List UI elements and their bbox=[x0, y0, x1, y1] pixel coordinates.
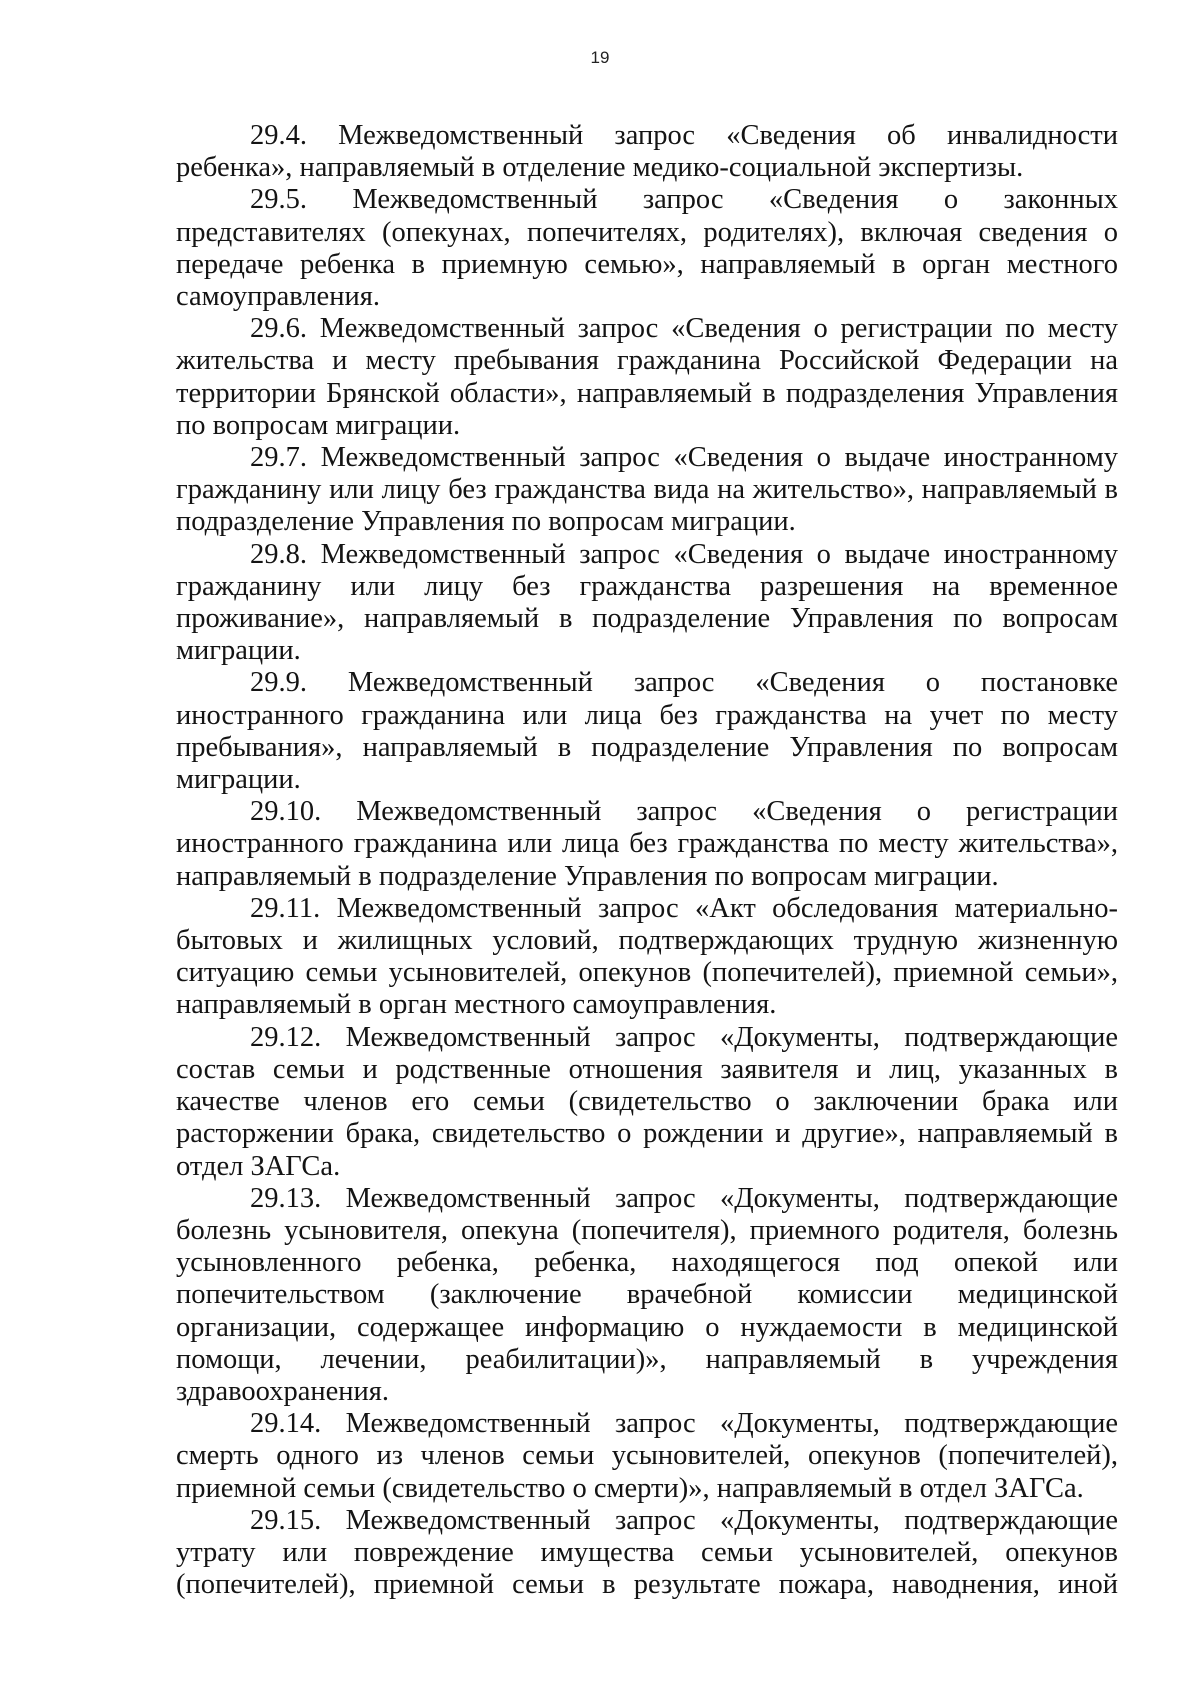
paragraph-29-15: 29.15. Межведомственный запрос «Документы, подтверждающие утрату или повреждение имущества семьи усыновителей, опекунов (попечителей), приемной семьи в результате пожара, наводнения, иной bbox=[176, 1504, 1118, 1601]
paragraph-29-12: 29.12. Межведомственный запрос «Документы, подтверждающие состав семьи и родственные отношения заявителя и лиц, указанных в качестве членов его семьи (свидетельство о заключении брака или расторжении брака, свидетельство о рождении и другие», направляемый в отдел ЗАГСа. bbox=[176, 1021, 1118, 1182]
paragraph-29-11: 29.11. Межведомственный запрос «Акт обследования материально-бытовых и жилищных условий, подтверждающих трудную жизненную ситуацию семьи усыновителей, опекунов (попечителей), приемной семьи», направляемый в орган местного самоуправления. bbox=[176, 892, 1118, 1021]
paragraph-29-6: 29.6. Межведомственный запрос «Сведения о регистрации по месту жительства и месту пребывания гражданина Российской Федерации на территории Брянской области», направляемый в подразделения Управления по вопросам миграции. bbox=[176, 313, 1118, 441]
paragraph-29-14: 29.14. Межведомственный запрос «Документы, подтверждающие смерть одного из членов семьи усыновителей, опекунов (попечителей), приемной семьи (свидетельство о смерти)», направляемый в отдел ЗАГСа. bbox=[176, 1408, 1118, 1504]
page-number: 19 bbox=[590, 48, 610, 67]
paragraph-29-4: 29.4. Межведомственный запрос «Сведения об инвалидности ребенка», направляемый в отделение медико-социальной экспертизы. bbox=[176, 120, 1118, 184]
paragraph-29-9: 29.9. Межведомственный запрос «Сведения о постановке иностранного гражданина или лица без гражданства на учет по месту пребывания», направляемый в подразделение Управления по вопросам миграции. bbox=[176, 667, 1118, 796]
paragraph-29-13: 29.13. Межведомственный запрос «Документы, подтверждающие болезнь усыновителя, опекуна (попечителя), приемного родителя, болезнь усыновленного ребенка, ребенка, находящегося под опекой или попечительством (заключение врачебной комиссии медицинской организации, содержащее информацию о нуждаемости в медицинской помощи, лечении, реабилитации)», направляемый в учреждения здравоохранения. bbox=[176, 1182, 1118, 1407]
paragraph-29-7: 29.7. Межведомственный запрос «Сведения о выдаче иностранному гражданину или лицу без гражданства вида на жительство», направляемый в подразделение Управления по вопросам миграции. bbox=[176, 442, 1118, 538]
document-body bbox=[176, 120, 1118, 1601]
paragraph-29-8: 29.8. Межведомственный запрос «Сведения о выдаче иностранному гражданину или лицу без гражданства разрешения на временное проживание», направляемый в подразделение Управления по вопросам миграции. bbox=[176, 538, 1118, 667]
paragraph-29-5: 29.5. Межведомственный запрос «Сведения о законных представителях (опекунах, попечителях, родителях), включая сведения о передаче ребенка в приемную семью», направляемый в орган местного самоуправления. bbox=[176, 184, 1118, 313]
paragraph-29-10: 29.10. Межведомственный запрос «Сведения о регистрации иностранного гражданина или лица без гражданства по месту жительства», направляемый в подразделение Управления по вопросам миграции. bbox=[176, 796, 1118, 892]
